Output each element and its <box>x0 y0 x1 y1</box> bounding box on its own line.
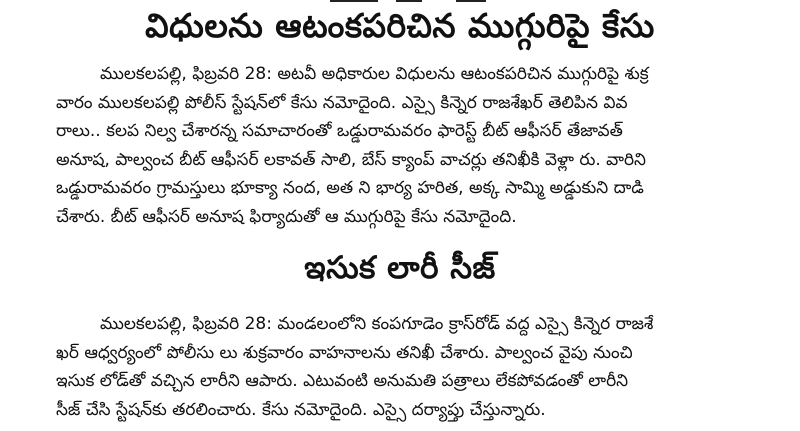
article-body <box>56 310 800 424</box>
article-line: ములకలపల్లి, ఫిబ్రవరి 28: మండలంలోని కంపగూడెం క్రాస్‌రోడ్ వద్ద ఎస్సై కిన్నెర రాజశే <box>100 314 654 334</box>
article-line: ఇసుక లోడ్‌తో వచ్చిన లారీని ఆపారు. ఎటువంటి అనుమతి పత్రాలు లేకపోవడంతో లారీని <box>56 371 629 391</box>
article-line: వారం ములకలపల్లి పోలీస్ స్టేషన్‌లో కేసు నమోదైంది. ఎస్సై కిన్నెర రాజశేఖర్ తెలిపిన వివ <box>56 92 628 113</box>
article-line: ములకలపల్లి, ఫిబ్రవరి 28: అటవీ అధికారుల విధులను ఆటంకపరిచిన ముగ్గురిపై శుక్ర <box>100 64 649 84</box>
article-headline: ఇసుక లారీ సీజ్ <box>304 250 496 286</box>
article-line: రాలు.. కలప నిల్వ చేశారన్న సమాచారంతో ఒడ్డురామవరం ఫారెస్ట్ బీట్ ఆఫీసర్ తేజావత్ <box>56 121 623 141</box>
article-line: ఖర్ ఆధ్వర్యంలో పోలీసు లు శుక్రవారం వాహనాలను తనిఖీ చేశారు. పాల్వంచ వైపు నుంచి <box>56 342 633 363</box>
article-line: చేశారు. బీట్ ఆఫీసర్ అనూష ఫిర్యాదుతో ఆ ముగ్గురిపై కేసు నమోదైంది. <box>56 206 517 227</box>
cropped-glyph-fragment <box>456 0 486 2</box>
article-headline: విధులను ఆటంకపరిచిన ముగ్గురిపై కేసు <box>145 6 655 45</box>
cropped-glyph-fragment <box>330 0 378 2</box>
article-line: అనూష, పాల్వంచ బీట్ ఆఫీసర్ లకావత్ సాలి, బేస్ క్యాంప్ వాచర్లు తనిఖీకి వెళ్లా రు. వారిని <box>56 149 646 170</box>
cropped-text-fragment <box>0 0 800 2</box>
article-line: సీజ్ చేసి స్టేషన్‌కు తరలించారు. కేసు నమోదైంది. ఎస్సై దర్యాప్తు చేస్తున్నారు. <box>56 399 546 420</box>
article-body <box>56 60 800 231</box>
article-line: ఒడ్డురామవరం గ్రామస్తులు భూక్యా నంద, అత ని భార్య హరిత, అక్క సామ్మి అడ్డుకుని దాడి <box>56 178 644 198</box>
cropped-glyph-fragment <box>396 0 422 2</box>
